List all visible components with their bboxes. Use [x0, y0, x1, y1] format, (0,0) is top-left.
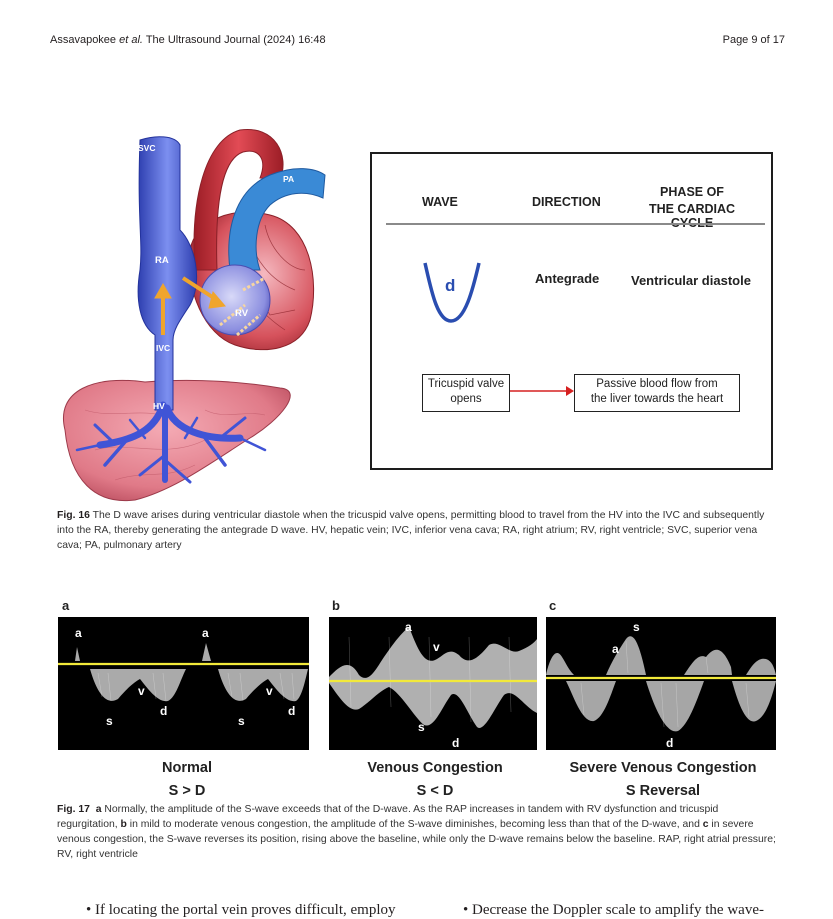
page-number: Page 9 of 17 [722, 34, 785, 46]
bullet-dot: • [463, 902, 473, 918]
liver-shape [63, 380, 290, 500]
panel-sub-severe: S Reversal [625, 783, 701, 799]
svc-ra-ivc-vein [138, 137, 196, 410]
table-divider [386, 223, 765, 225]
d-wave-shape [417, 259, 487, 329]
wave-label-s: s [633, 620, 640, 634]
fig16-caption: Fig. 16 The D wave arises during ventricular diastole when the tricuspid valve opens, permitting blood to travel from the HV into the IVC and subsequently into the RA, thereby generating the antegrade D wave. HV, hepatic vein; IVC, inferior vena cava; RA, right atrium; RV, right ventricle; SVC, superior vena cava; PA, pulmonary artery [57, 510, 765, 551]
doppler-panel-severe-congestion [546, 617, 776, 750]
wave-label-v: v [266, 684, 273, 698]
body-bullet-right: • Decrease the Doppler scale to amplify the wave- [463, 902, 764, 918]
panel-letter-b: b [332, 598, 340, 613]
wave-label-a: a [75, 626, 82, 640]
wave-label-v: v [433, 640, 440, 654]
label-pa: PA [283, 174, 295, 184]
phase-value: Ventricular diastole [631, 273, 751, 288]
label-ra: RA [155, 255, 169, 266]
d-wave-table [370, 152, 773, 470]
doppler-panel-normal [58, 617, 309, 750]
wave-label-d: d [288, 704, 296, 718]
wave-label-d: d [452, 736, 460, 750]
panel-title-normal: Normal [162, 760, 212, 776]
d-wave-letter: d [445, 276, 456, 295]
panel-title-severe: Severe Venous Congestion [569, 760, 757, 776]
panel-sub-venous: S < D [416, 783, 454, 799]
doppler-panel-venous-congestion [329, 617, 537, 750]
wave-label-a: a [202, 626, 209, 640]
bullet-dot: • [86, 902, 96, 918]
wave-label-a: a [405, 620, 412, 634]
col-wave: WAVE [422, 195, 458, 209]
label-svc: SVC [138, 143, 156, 153]
panel-title-venous: Venous Congestion [367, 760, 503, 776]
wave-label-s: s [418, 720, 425, 734]
label-rv: RV [235, 308, 249, 319]
panel-letter-a: a [62, 598, 70, 613]
flow-box-passive: Passive blood flow from the liver towards the heart [574, 374, 740, 412]
wave-label-s: s [106, 714, 113, 728]
body-bullet-left: • If locating the portal vein proves difficult, employ [86, 902, 396, 918]
col-phase: PHASE OF THE CARDIAC [648, 185, 736, 216]
flow-arrow [510, 384, 574, 398]
running-header: Assavapokee et al. The Ultrasound Journal (2024) 16:48 [50, 34, 326, 46]
label-hv: HV [153, 401, 165, 411]
wave-label-d: d [666, 736, 674, 750]
heart-liver-illustration [55, 120, 345, 505]
direction-value: Antegrade [535, 271, 600, 286]
col-direction: DIRECTION [532, 195, 601, 209]
label-ivc: IVC [156, 343, 171, 353]
fig17-caption: Fig. 17 a Normally, the amplitude of the S-wave exceeds that of the D-wave. As the RAP increases in tandem with RV dysfunction and tricuspid regurgitation, b in mild to moderate venous congestion, the amplitude of the S-wave diminishes, becoming less than that of the D-wave, and c in severe venous congestion, the S-wave reverses its position, rising above the baseline, while only the D-wave remains below the baseline. RAP, right atrial pressure; RV, right ventricle [57, 804, 776, 860]
wave-label-d: d [160, 704, 168, 718]
wave-label-s: s [238, 714, 245, 728]
panel-sub-normal: S > D [168, 783, 206, 799]
panel-letter-c: c [549, 598, 557, 613]
wave-label-a: a [612, 642, 619, 656]
wave-label-v: v [138, 684, 145, 698]
flow-box-tricuspid: Tricuspid valve opens [422, 374, 510, 412]
